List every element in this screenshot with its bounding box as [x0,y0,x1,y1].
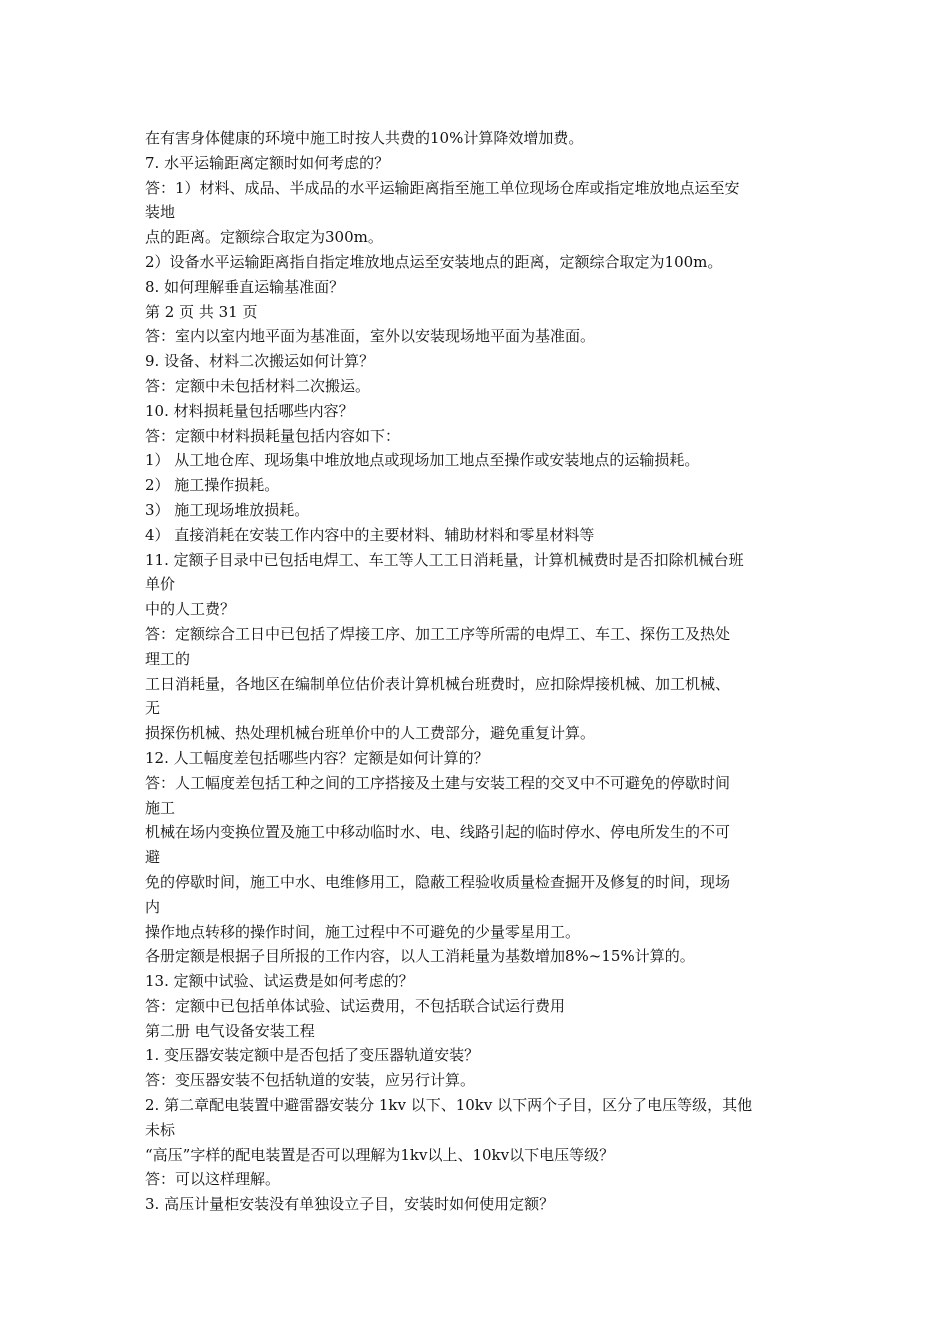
text-line: 2）设备水平运输距离指自指定堆放地点运至安装地点的距离，定额综合取定为100m。 [145,252,723,271]
text-line: 内 [145,897,161,916]
text-line: 点的距离。定额综合取定为300m。 [145,228,383,247]
text-line: 答：定额综合工日中已包括了焊接工序、加工工序等所需的电焊工、车工、探伤工及热处 [145,624,731,643]
text-line: 各册定额是根据子目所报的工作内容，以人工消耗量为基数增加8%~15%计算的。 [145,947,695,966]
list-item: 1） 从工地仓库、现场集中堆放地点或现场加工地点至操作或安装地点的运输损耗。 [145,451,700,470]
text-line: 答：1）材料、成品、半成品的水平运输距离指至施工单位现场仓库或指定堆放地点运至安 [145,178,740,197]
text-line: 施工 [145,798,176,817]
list-item: 4） 直接消耗在安装工作内容中的主要材料、辅助材料和零星材料等 [145,525,595,544]
text-line: 装地 [145,203,176,222]
question-heading: 8. 如何理解垂直运输基准面？ [145,277,345,296]
question-heading: 11. 定额子目录中已包括电焊工、车工等人工工日消耗量，计算机械费时是否扣除机械台班 [145,550,744,569]
text-line: 答：定额中材料损耗量包括内容如下： [145,426,401,445]
text-line: 中的人工费？ [145,600,236,619]
question-heading: 3. 高压计量柜安装没有单独设立子目，安装时如何使用定额？ [145,1195,555,1214]
text-line: 损探伤机械、热处理机械台班单价中的人工费部分，避免重复计算。 [145,724,596,743]
question-heading: 9. 设备、材料二次搬运如何计算？ [145,352,375,371]
text-line: 无 [145,699,161,718]
section-heading: 第二册 电气设备安装工程 [145,1021,315,1040]
question-heading: 10. 材料损耗量包括哪些内容？ [145,401,354,420]
text-line: 免的停歇时间，施工中水、电维修用工，隐蔽工程验收质量检查掘开及修复的时间，现场 [145,872,731,891]
text-line: 单价 [145,575,176,594]
question-heading: 1. 变压器安装定额中是否包括了变压器轨道安装？ [145,1046,480,1065]
question-heading: 7. 水平运输距离定额时如何考虑的？ [145,153,390,172]
text-line: 答：室内以室内地平面为基准面，室外以安装现场地平面为基准面。 [145,327,596,346]
text-line: 操作地点转移的操作时间，施工过程中不可避免的少量零星用工。 [145,922,581,941]
text-line: 在有害身体健康的环境中施工时按人共费的10%计算降效增加费。 [145,129,584,147]
question-heading: 13. 定额中试验、试运费是如何考虑的？ [145,972,414,991]
text-line: 答：可以这样理解。 [145,1170,281,1189]
question-heading: 2. 第二章配电装置中避雷器安装分 1kv 以下、10kv 以下两个子目，区分了电压等级，其他 [145,1096,753,1115]
text-line: 机械在场内变换位置及施工中移动临时水、电、线路引起的临时停水、停电所发生的不可 [145,823,731,842]
page-number: 第 2 页 共 31 页 [145,302,258,321]
list-item: 2） 施工操作损耗。 [145,476,280,495]
text-line: “高压”字样的配电装置是否可以理解为1kv以上、10kv以下电压等级？ [145,1145,615,1164]
text-line: 工日消耗量，各地区在编制单位估价表计算机械台班费时，应扣除焊接机械、加工机械、 [145,674,731,693]
list-item: 3） 施工现场堆放损耗。 [145,500,310,519]
text-line: 答：定额中已包括单体试验、试运费用，不包括联合试运行费用 [145,996,566,1015]
text-line: 答：定额中未包括材料二次搬运。 [145,376,371,395]
question-heading: 12. 人工幅度差包括哪些内容？定额是如何计算的？ [145,748,489,767]
text-line: 避 [145,848,161,867]
text-line: 未标 [145,1120,176,1139]
document-body [145,126,810,1217]
text-line: 答：人工幅度差包括工种之间的工序搭接及土建与安装工程的交叉中不可避免的停歇时间 [145,773,731,792]
text-line: 理工的 [145,649,191,668]
text-line: 答：变压器安装不包括轨道的安装，应另行计算。 [145,1071,476,1090]
